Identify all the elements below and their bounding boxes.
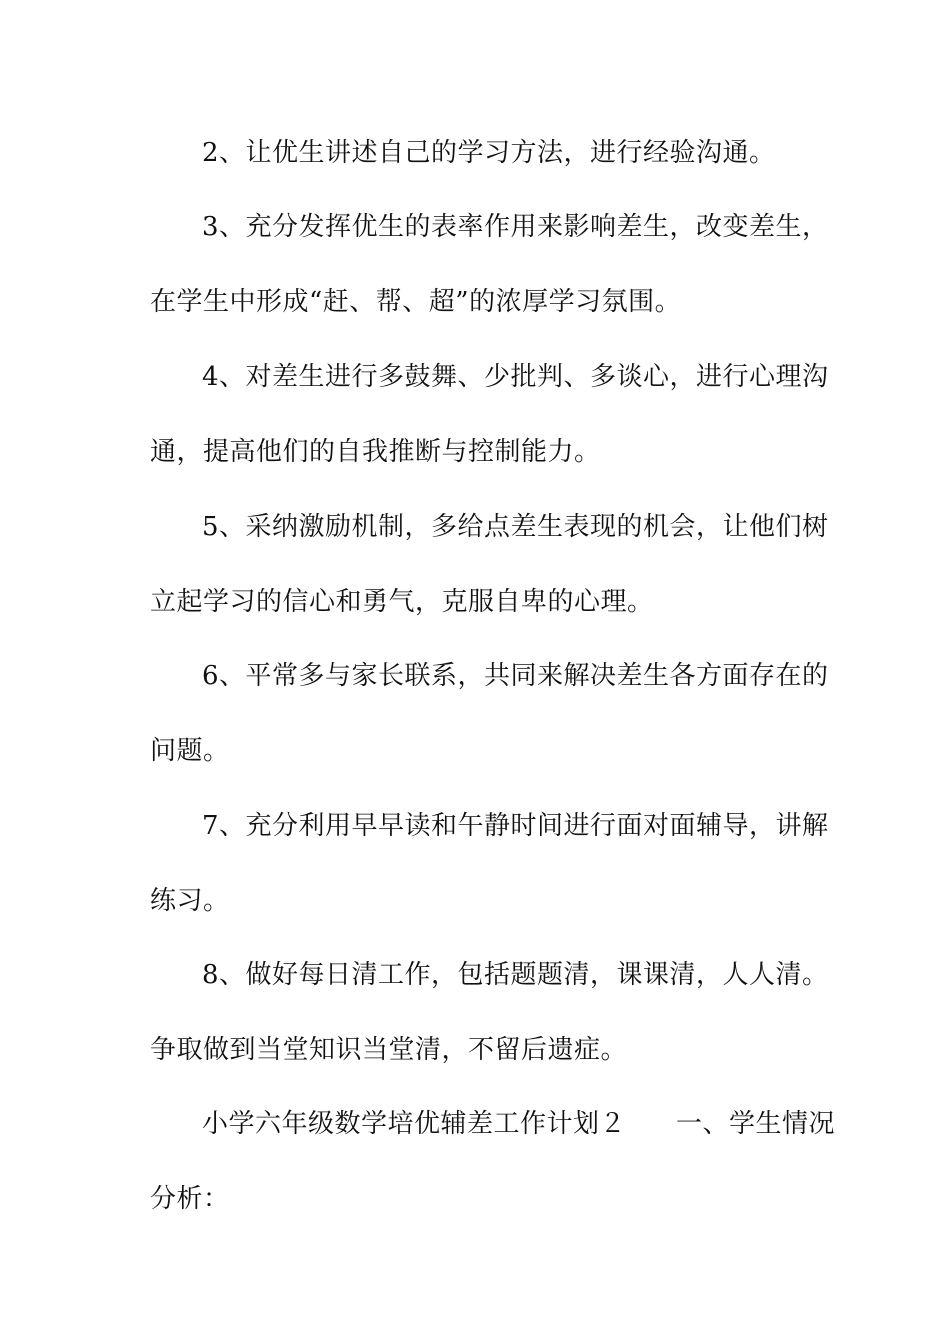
paragraph-line: 7、充分利用早早读和午静时间进行面对面辅导，讲解 — [202, 811, 829, 841]
paragraph-line: 4、对差生进行多鼓舞、少批判、多谈心，进行心理沟 — [202, 362, 829, 392]
paragraph-line: 练习。 — [150, 886, 230, 916]
paragraph-line: 问题。 — [150, 736, 230, 766]
plan-title-line — [202, 1107, 835, 1141]
section-heading-continuation: 分析： — [150, 1184, 230, 1214]
paragraph-line: 争取做到当堂知识当堂清，不留后遗症。 — [150, 1035, 628, 1065]
plan-title: 小学六年级数学培优辅差工作计划２ — [202, 1109, 627, 1139]
paragraph-line: 6、平常多与家长联系，共同来解决差生各方面存在的 — [202, 661, 829, 691]
paragraph-line: 立起学习的信心和勇气，克服自卑的心理。 — [150, 587, 654, 617]
paragraph-line: 8、做好每日清工作，包括题题清，课课清，人人清。 — [202, 960, 829, 990]
paragraph-line: 2、让优生讲述自己的学习方法，进行经验沟通。 — [202, 138, 776, 168]
paragraph-line: 通，提高他们的自我推断与控制能力。 — [150, 437, 601, 467]
paragraph-line: 5、采纳激励机制，多给点差生表现的机会，让他们树 — [202, 512, 829, 542]
paragraph-line: 在学生中形成“赶、帮、超”的浓厚学习氛围。 — [150, 287, 682, 317]
paragraph-line: 3、充分发挥优生的表率作用来影响差生，改变差生， — [202, 212, 829, 242]
section-heading: 一、学生情况 — [676, 1109, 836, 1139]
